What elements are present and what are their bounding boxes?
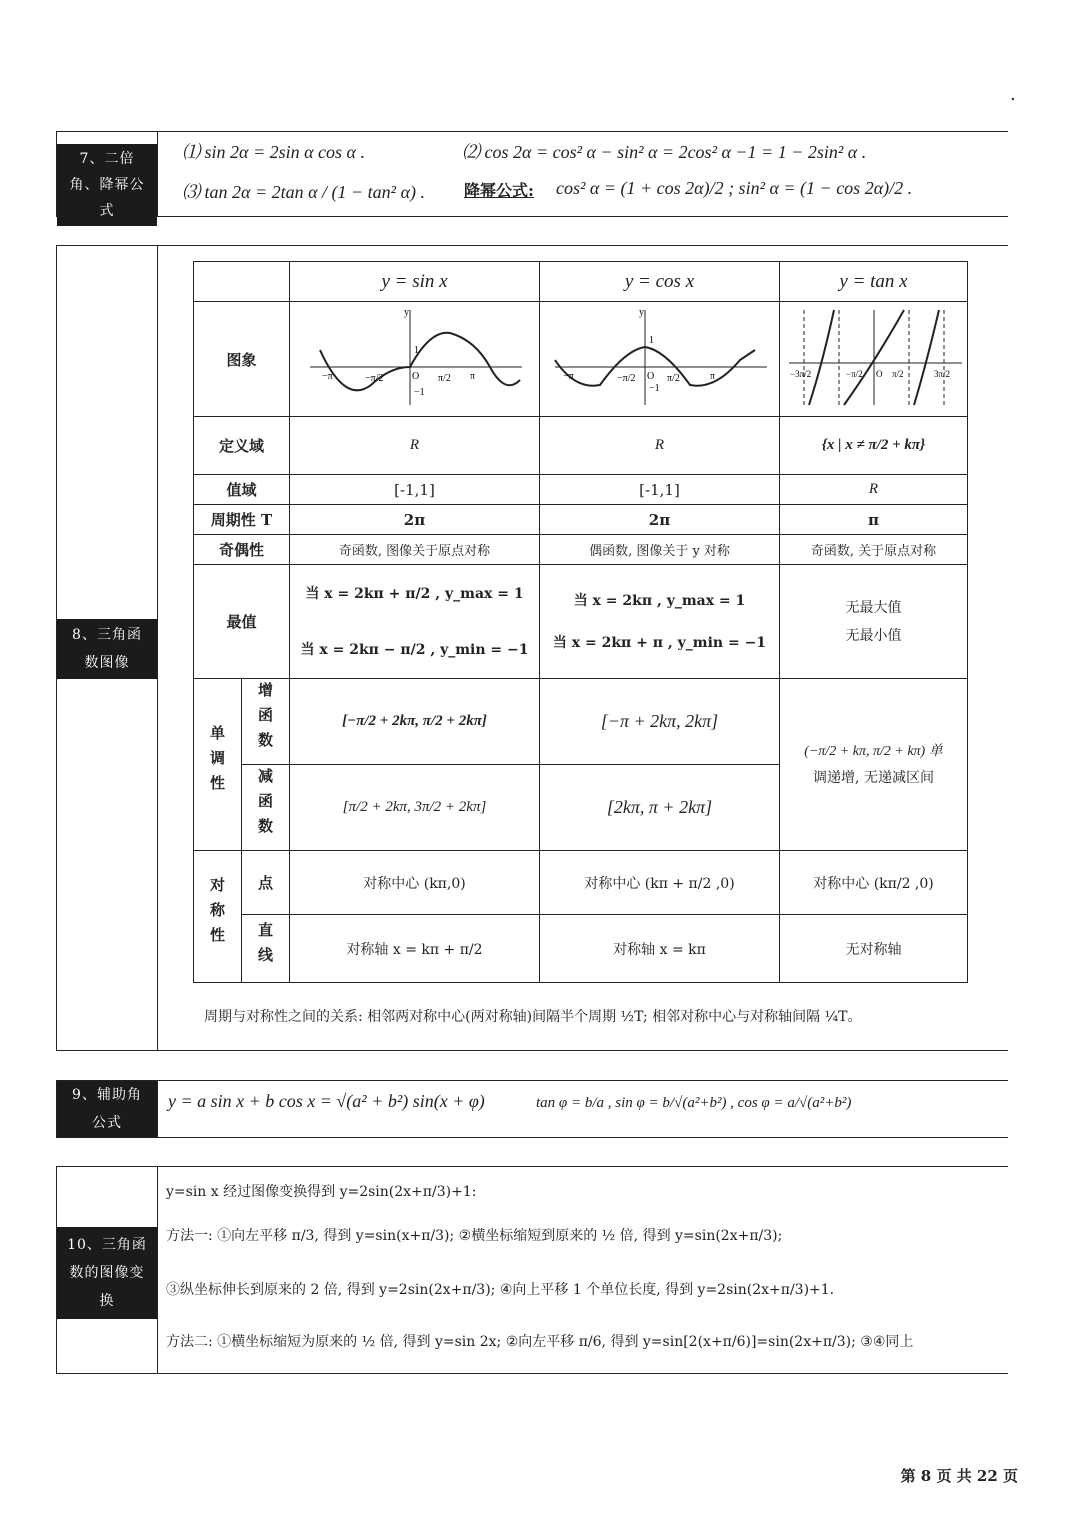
section-9-label: 9、辅助角公式 bbox=[57, 1081, 157, 1137]
svg-text:3π/2: 3π/2 bbox=[933, 368, 950, 379]
section-10-label: 10、三角函数的图像变换 bbox=[57, 1227, 157, 1319]
transform-intro: y=sin x 经过图像变换得到 y=2sin(2x+π/3)+1: bbox=[166, 1184, 477, 1200]
period-symmetry-note: 周期与对称性之间的关系: 相邻两对称中心(两对称轴)间隔半个周期 ½T; 相邻对称中心与对称轴间隔 ¼T。 bbox=[204, 1009, 862, 1025]
cos-domain: R bbox=[540, 417, 780, 475]
svg-text:π: π bbox=[469, 370, 475, 382]
row-extreme-label: 最值 bbox=[194, 565, 290, 679]
row-inc-label: 增函数 bbox=[256, 682, 274, 757]
cos-period: 2π bbox=[540, 505, 780, 535]
sin-sym-center: 对称中心 (kπ,0) bbox=[290, 851, 540, 915]
section-9 bbox=[56, 1080, 1008, 1138]
svg-text:π/2: π/2 bbox=[891, 368, 904, 379]
cos-min: 当 x = 2kπ + π , y_min = −1 bbox=[552, 634, 767, 651]
svg-text:−π: −π bbox=[321, 370, 333, 382]
svg-text:π/2: π/2 bbox=[437, 372, 451, 384]
svg-text:y: y bbox=[403, 306, 409, 318]
svg-text:−π: −π bbox=[562, 370, 574, 382]
section-7 bbox=[56, 131, 1008, 217]
svg-text:O: O bbox=[875, 368, 882, 379]
cos-decreasing: [2kπ, π + 2kπ] bbox=[540, 765, 780, 851]
svg-text:−1: −1 bbox=[648, 382, 660, 394]
sin-domain: R bbox=[290, 417, 540, 475]
tan-domain: {x | x ≠ π/2 + kπ} bbox=[780, 417, 968, 475]
tan-no-decreasing: 调递增, 无递减区间 bbox=[813, 769, 934, 786]
svg-text:−π/2: −π/2 bbox=[845, 368, 863, 379]
transform-method2: 方法二: ①横坐标缩短为原来的 ½ 倍, 得到 y=sin 2x; ②向左平移 π/6, 得到 y=sin[2(x+π/6)]=sin(2x+π/3); ③④同上 bbox=[166, 1334, 914, 1350]
tan-range: R bbox=[780, 475, 968, 505]
row-line-label: 直线 bbox=[256, 921, 274, 972]
transform-method1-b: ③纵坐标伸长到原来的 2 倍, 得到 y=2sin(2x+π/3); ④向上平移 1 个单位长度, 得到 y=2sin(2x+π/3)+1. bbox=[166, 1282, 835, 1298]
reduce-power-label: 降幂公式: bbox=[464, 181, 534, 200]
tan-graph bbox=[780, 302, 968, 417]
tan-parity: 奇函数, 关于原点对称 bbox=[780, 535, 968, 565]
aux-angle-ratios: tan φ = b/a , sin φ = b/√(a²+b²) , cos φ = a/√(a²+b²) bbox=[536, 1095, 852, 1111]
row-range-label: 值域 bbox=[194, 475, 290, 505]
sin-graph bbox=[290, 302, 540, 417]
svg-text:y: y bbox=[638, 306, 644, 318]
formula-tan2a: ⑶ tan 2α = 2tan α / (1 − tan² α) . bbox=[182, 182, 426, 202]
trig-table bbox=[193, 261, 968, 983]
tan-sym-center: 对称中心 (kπ/2 ,0) bbox=[780, 851, 968, 915]
tan-no-min: 无最小值 bbox=[845, 627, 902, 644]
sin-decreasing: [π/2 + 2kπ, 3π/2 + 2kπ] bbox=[290, 765, 540, 851]
aux-angle-formula: y = a sin x + b cos x = √(a² + b²) sin(x + φ) bbox=[168, 1091, 485, 1111]
sin-sym-axis: 对称轴 x = kπ + π/2 bbox=[290, 915, 540, 983]
cos-range: [-1,1] bbox=[540, 475, 780, 505]
transform-method1-a: 方法一: ①向左平移 π/3, 得到 y=sin(x+π/3); ②横坐标缩短到原来的 ½ 倍, 得到 y=sin(2x+π/3); bbox=[166, 1228, 783, 1244]
sin-period: 2π bbox=[290, 505, 540, 535]
row-sym-label: 对称性 bbox=[208, 877, 226, 952]
cos-sym-axis: 对称轴 x = kπ bbox=[540, 915, 780, 983]
cos-graph bbox=[540, 302, 780, 417]
formula-reduce-power: cos² α = (1 + cos 2α)/2 ; sin² α = (1 − cos 2α)/2 . bbox=[556, 178, 913, 198]
svg-text:−π/2: −π/2 bbox=[364, 372, 383, 384]
section-7-label: 7、二倍角、降幂公式 bbox=[57, 144, 157, 226]
row-graph-label: 图象 bbox=[194, 302, 290, 417]
cos-sym-center: 对称中心 (kπ + π/2 ,0) bbox=[540, 851, 780, 915]
page-mark: . bbox=[1010, 84, 1016, 105]
row-mono-label: 单调性 bbox=[208, 725, 226, 800]
cos-parity: 偶函数, 图像关于 y 对称 bbox=[540, 535, 780, 565]
cos-max: 当 x = 2kπ , y_max = 1 bbox=[573, 592, 746, 609]
svg-text:−1: −1 bbox=[413, 386, 425, 398]
svg-text:−π/2: −π/2 bbox=[616, 372, 635, 384]
section-10 bbox=[56, 1166, 1008, 1374]
svg-text:π/2: π/2 bbox=[666, 372, 680, 384]
svg-text:1: 1 bbox=[413, 344, 419, 356]
svg-text:−3π/2: −3π/2 bbox=[789, 368, 811, 379]
tan-increasing: (−π/2 + kπ, π/2 + kπ) 单 bbox=[804, 743, 943, 759]
sin-min: 当 x = 2kπ − π/2 , y_min = −1 bbox=[300, 641, 529, 658]
tan-no-max: 无最大值 bbox=[845, 599, 902, 616]
formula-cos2a: ⑵ cos 2α = cos² α − sin² α = 2cos² α −1 = 1 − 2sin² α . bbox=[462, 142, 867, 162]
section-8-label: 8、三角函数图像 bbox=[57, 619, 157, 679]
svg-text:O: O bbox=[646, 370, 654, 382]
row-period-label: 周期性 T bbox=[194, 505, 290, 535]
header-sin: y = sin x bbox=[290, 262, 540, 302]
tan-period: π bbox=[780, 505, 968, 535]
row-point-label: 点 bbox=[242, 851, 290, 915]
header-tan: y = tan x bbox=[780, 262, 968, 302]
sin-parity: 奇函数, 图像关于原点对称 bbox=[290, 535, 540, 565]
sin-increasing: [−π/2 + 2kπ, π/2 + 2kπ] bbox=[290, 679, 540, 765]
row-domain-label: 定义域 bbox=[194, 417, 290, 475]
row-dec-label: 减函数 bbox=[256, 768, 274, 843]
formula-sin2a: ⑴ sin 2α = 2sin α cos α . bbox=[182, 142, 365, 162]
page-footer: 第 8 页 共 22 页 bbox=[900, 1467, 1018, 1485]
svg-text:O: O bbox=[411, 370, 419, 382]
svg-text:1: 1 bbox=[648, 334, 654, 346]
svg-text:π: π bbox=[709, 370, 715, 382]
row-parity-label: 奇偶性 bbox=[194, 535, 290, 565]
sin-max: 当 x = 2kπ + π/2 , y_max = 1 bbox=[305, 585, 524, 602]
header-cos: y = cos x bbox=[540, 262, 780, 302]
sin-range: [-1,1] bbox=[290, 475, 540, 505]
tan-sym-axis: 无对称轴 bbox=[780, 915, 968, 983]
cos-increasing: [−π + 2kπ, 2kπ] bbox=[540, 679, 780, 765]
